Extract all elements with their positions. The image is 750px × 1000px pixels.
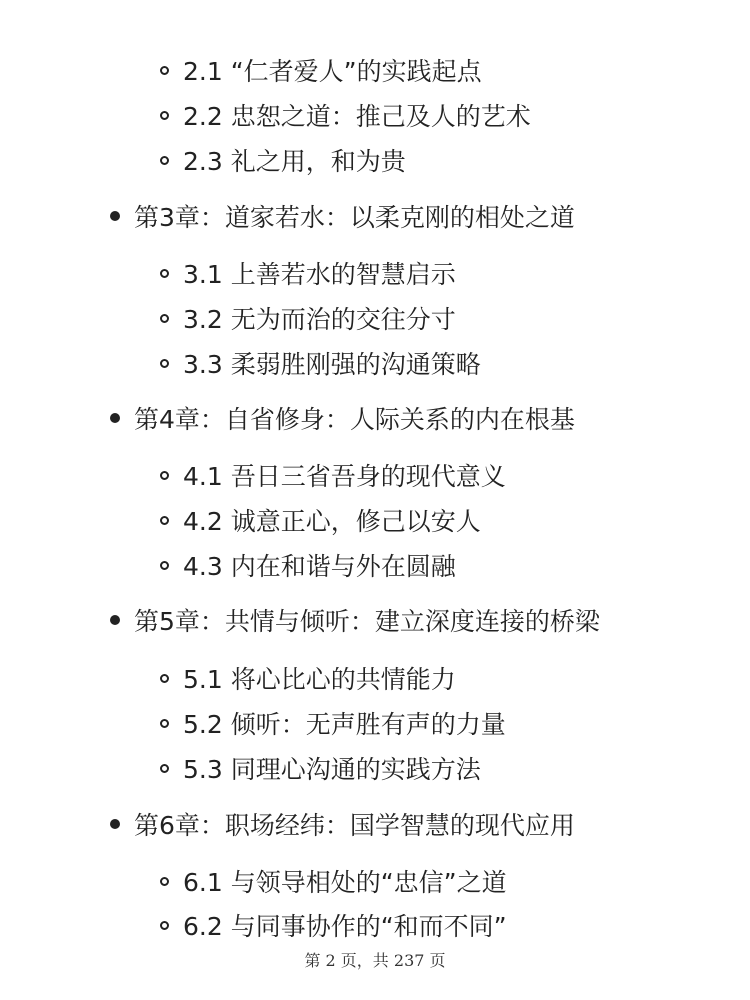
toc-subitem [160,298,456,338]
toc-subitem-text: 4.3 内在和谐与外在圆融 [183,552,456,581]
hollow-bullet-icon [160,359,169,368]
hollow-bullet-icon [160,719,169,728]
solid-bullet-icon [110,819,120,829]
toc-subitem [160,748,481,788]
toc-subitem-text: 5.1 将心比心的共情能力 [183,665,456,694]
toc-chapter [110,600,600,640]
hollow-bullet-icon [160,764,169,773]
hollow-bullet-icon [160,921,169,930]
hollow-bullet-icon [160,516,169,525]
toc-chapter-text: 第6章：职场经纬：国学智慧的现代应用 [134,811,575,840]
toc-subitem [160,658,456,698]
hollow-bullet-icon [160,156,169,165]
toc-subitem-text: 5.2 倾听：无声胜有声的力量 [183,710,506,739]
toc-subitem [160,905,507,945]
toc-subitem [160,343,481,383]
toc-subitem [160,500,481,540]
toc-chapter [110,196,575,236]
toc-subitem-text: 6.1 与领导相处的“忠信”之道 [183,868,507,897]
toc-subitem [160,545,456,585]
toc-subitem [160,455,506,495]
toc-subitem [160,703,506,743]
toc-chapter-text: 第4章：自省修身：人际关系的内在根基 [134,405,575,434]
toc-subitem-text: 6.2 与同事协作的“和而不同” [183,912,507,941]
hollow-bullet-icon [160,66,169,75]
toc-subitem [160,253,456,293]
hollow-bullet-icon [160,314,169,323]
toc-subitem-text: 2.2 忠恕之道：推己及人的艺术 [183,102,531,131]
solid-bullet-icon [110,211,120,221]
hollow-bullet-icon [160,561,169,570]
toc-subitem-text: 4.2 诚意正心，修己以安人 [183,507,481,536]
hollow-bullet-icon [160,471,169,480]
solid-bullet-icon [110,615,120,625]
toc-subitem [160,95,531,135]
toc-subitem-text: 2.1 “仁者爱人”的实践起点 [183,57,482,86]
toc-chapter-text: 第3章：道家若水：以柔克刚的相处之道 [134,203,575,232]
toc-subitem [160,50,482,90]
toc-subitem-text: 4.1 吾日三省吾身的现代意义 [183,462,506,491]
toc-subitem-text: 3.2 无为而治的交往分寸 [183,305,456,334]
toc-subitem [160,140,406,180]
toc-chapter [110,804,575,844]
toc-subitem-text: 5.3 同理心沟通的实践方法 [183,755,481,784]
toc-subitem-text: 3.3 柔弱胜刚强的沟通策略 [183,350,481,379]
hollow-bullet-icon [160,877,169,886]
hollow-bullet-icon [160,111,169,120]
solid-bullet-icon [110,413,120,423]
toc-subitem-text: 2.3 礼之用，和为贵 [183,147,406,176]
toc-chapter-text: 第5章：共情与倾听：建立深度连接的桥梁 [134,607,600,636]
page-number-footer: 第 2 页，共 237 页 [304,951,446,970]
hollow-bullet-icon [160,674,169,683]
toc-subitem-text: 3.1 上善若水的智慧启示 [183,260,456,289]
toc-chapter [110,398,575,438]
hollow-bullet-icon [160,269,169,278]
toc-subitem [160,861,507,901]
